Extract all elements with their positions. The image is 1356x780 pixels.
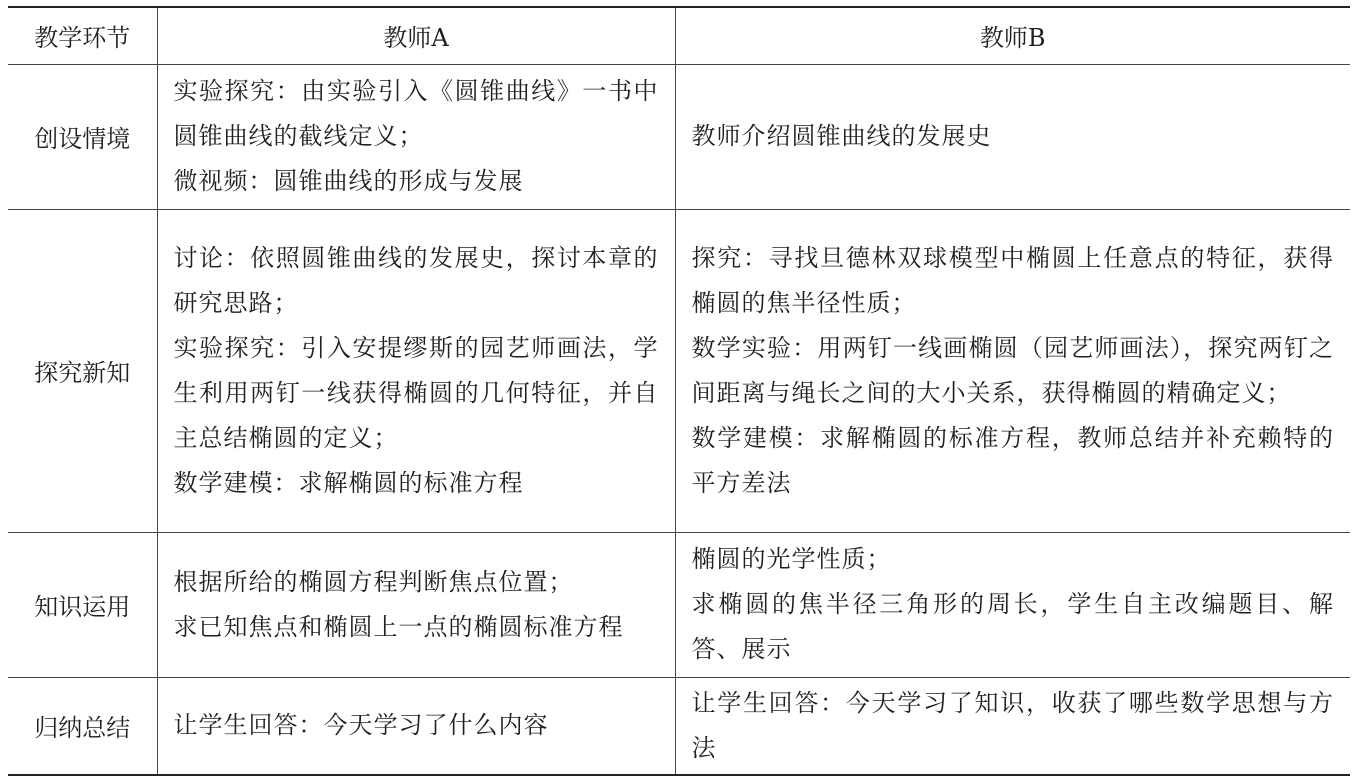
teacher-b-cell <box>675 677 1350 775</box>
teacher-a-cell <box>157 209 675 532</box>
cell-text: 实验探究：引入安提缪斯的园艺师画法，学生利用两钉一线获得椭圆的几何特征，并自主总结椭圆的定义； <box>173 333 659 452</box>
header-stage: 教学环节 <box>8 7 157 64</box>
table-row <box>8 532 1350 677</box>
header-teacher-a: 教师A <box>157 7 675 64</box>
cell-text: 微视频：圆锥曲线的形成与发展 <box>173 167 524 195</box>
cell-text: 根据所给的椭圆方程判断焦点位置； <box>173 567 574 596</box>
cell-text: 实验探究：由实验引入《圆锥曲线》一书中圆锥曲线的截线定义； <box>173 77 659 150</box>
teacher-b-cell <box>675 532 1350 677</box>
table-row <box>8 677 1350 775</box>
teacher-b-cell <box>675 64 1350 209</box>
teacher-a-cell <box>157 677 675 775</box>
header-teacher-b: 教师B <box>675 7 1350 64</box>
cell-text: 求椭圆的焦半径三角形的周长，学生自主改编题目、解答、展示 <box>691 590 1334 663</box>
cell-text: 让学生回答：今天学习了什么内容 <box>173 711 549 740</box>
teacher-a-cell <box>157 532 675 677</box>
cell-text: 数学建模：求解椭圆的标准方程，教师总结并补充赖特的平方差法 <box>691 423 1334 497</box>
stage-cell: 探究新知 <box>8 209 157 532</box>
stage-cell: 知识运用 <box>8 532 157 677</box>
stage-cell: 创设情境 <box>8 64 157 209</box>
teaching-comparison-table <box>8 6 1350 776</box>
table-row <box>8 64 1350 209</box>
cell-text: 讨论：依照圆锥曲线的发展史，探讨本章的研究思路； <box>173 243 659 317</box>
teacher-b-cell <box>675 209 1350 532</box>
cell-text: 数学建模：求解椭圆的标准方程 <box>173 468 524 497</box>
cell-text: 数学实验：用两钉一线画椭圆（园艺师画法），探究两钉之间距离与绳长之间的大小关系，获得椭圆的精确定义； <box>691 333 1334 407</box>
cell-text: 椭圆的光学性质； <box>691 545 892 573</box>
cell-text: 让学生回答：今天学习了知识，收获了哪些数学思想与方法 <box>691 688 1334 762</box>
header-row <box>8 7 1350 64</box>
cell-text: 教师介绍圆锥曲线的发展史 <box>691 122 992 150</box>
cell-text: 求已知焦点和椭圆上一点的椭圆标准方程 <box>173 612 624 641</box>
cell-text: 探究：寻找旦德林双球模型中椭圆上任意点的特征，获得椭圆的焦半径性质； <box>691 243 1334 317</box>
stage-cell: 归纳总结 <box>8 677 157 775</box>
teacher-a-cell <box>157 64 675 209</box>
table-row <box>8 209 1350 532</box>
